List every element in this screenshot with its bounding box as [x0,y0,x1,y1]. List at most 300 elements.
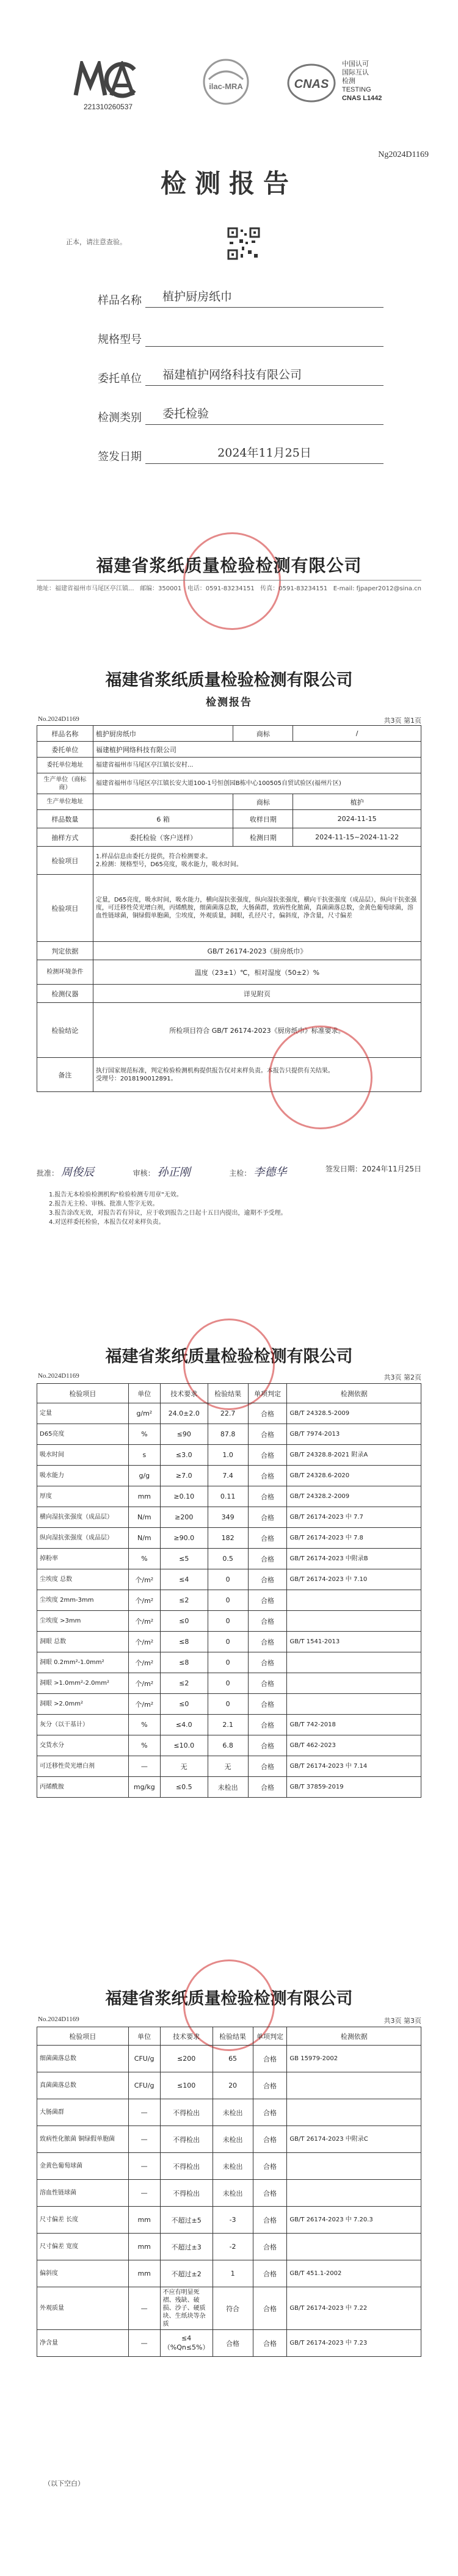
table-cell: ≥7.0 [160,1466,208,1486]
table-cell: 偏斜度 [37,2260,129,2287]
column-header: 检测依据 [287,2027,421,2046]
results-table-body [37,1403,421,1798]
table-cell: 0 [208,1673,248,1694]
table-cell: 净含量 [37,2330,129,2357]
table-cell: 合格 [253,2180,287,2207]
table-cell: s [128,1445,160,1466]
table-cell: 1 [213,2260,253,2287]
table-row [37,1424,421,1445]
signature-row [37,1163,421,1179]
table-cell: 洞眼 总数 [37,1632,129,1652]
table-cell: 合格 [253,2072,287,2099]
footer-fax: 传真：0591-83234151 [260,585,328,592]
table-cell: 不应有明显死褶、残缺、破损、沙子、硬质块、生纸块等杂质 [160,2287,213,2330]
table-cell: 6.8 [208,1735,248,1756]
page-number: 共3页 第3页 [383,2017,421,2025]
table-cell: 合格 [248,1424,287,1445]
table-cell: 可迁移性荧光增白剂 [37,1756,129,1777]
note-line: 2.报告无主检、审核、批准人签字无效。 [49,1201,159,1207]
table-cell: GB/T 26174-2023 中附录B [287,1549,421,1569]
field-model [78,308,383,347]
column-header: 技术要求 [160,2027,213,2046]
table-cell: 合格 [248,1777,287,1798]
page-number: 共3页 第1页 [383,717,421,725]
cell-label: 检测仪器 [37,985,93,1003]
table-cell: ≤0 [160,1611,208,1632]
table-cell: ≤90 [160,1424,208,1445]
table-cell: — [128,1756,160,1777]
table-cell: % [128,1549,160,1569]
cma-logo-icon [73,61,140,99]
column-header: 检验结果 [213,2027,253,2046]
cell-label: 委托单位地址 [37,758,93,773]
table-row [37,1735,421,1756]
cover-fields [78,269,383,464]
cert-logos [0,54,458,127]
table-row [37,1632,421,1652]
table-cell: GB/T 26174-2023 中 7.22 [287,2287,421,2330]
table-cell: GB/T 24328.8-2021 附录A [287,1445,421,1466]
table-cell: 未检出 [208,1777,248,1798]
table-cell: ≤200 [160,2046,213,2072]
table-cell [287,1694,421,1715]
table-cell: 尺寸偏差 长度 [37,2207,129,2234]
table-cell: 交货水分 [37,1735,129,1756]
table-cell [287,2072,421,2099]
table-cell: 合格 [248,1445,287,1466]
table-row [37,2260,421,2287]
table-cell: ≤5 [160,1549,208,1569]
column-header: 检验项目 [37,1384,129,1403]
table-cell: 1.0 [208,1445,248,1466]
cell-label: 判定依据 [37,942,93,960]
table-cell: 合格 [248,1507,287,1528]
table-cell: ≥0.10 [160,1486,208,1507]
cell-label: 商标 [233,794,293,810]
table-cell: GB/T 26174-2023 中 7.20.3 [287,2207,421,2234]
svg-text:CNAS: CNAS [294,78,329,91]
table-cell: 不得检出 [160,2099,213,2126]
table-cell: 灰分（以干基计） [37,1715,129,1735]
field-value: 委托检验 [145,404,383,425]
cnas-logo-icon [287,59,336,107]
table-cell: 合格 [248,1652,287,1673]
table-cell: 合格 [253,2234,287,2260]
cnas-line: TESTING [342,86,371,93]
table-cell: 0 [208,1694,248,1715]
column-header: 单位 [128,2027,160,2046]
table-cell: 不超过±5 [160,2207,213,2234]
table-row [37,1756,421,1777]
cell-label: 检测环境条件 [37,960,93,985]
table-cell: — [128,2330,160,2357]
table-cell: 合格 [253,2287,287,2330]
table-row [37,1466,421,1486]
table-cell: 合格 [253,2099,287,2126]
table-cell: 合格 [248,1715,287,1735]
table-cell: 24.0±2.0 [160,1403,208,1424]
page-report-number: No.2024D1169 [38,2016,79,2023]
table-cell [287,1590,421,1611]
table-cell: 横向湿抗张强度（成品层） [37,1507,129,1528]
table-cell: 个/m² [128,1632,160,1652]
cell-value: 福建省福州市马尾区亭江镇长安大道100-1号恒创园B栋中心100505自贸试验区(福州片区) [93,773,421,794]
table-row [37,1694,421,1715]
table-cell: 87.8 [208,1424,248,1445]
table-cell: 尘埃度 >3mm [37,1611,129,1632]
cell-value: 执行国家规范标准，判定检验检测机构提供报告仅对来样负责。本报告只提供有关结果。 受理号：2018190012891。 [93,1058,421,1092]
table-cell: GB/T 742-2018 [287,1715,421,1735]
table-cell: 0 [208,1611,248,1632]
table-cell: — [128,2126,160,2153]
table-cell: — [128,2153,160,2180]
table-cell: 未检出 [213,2180,253,2207]
column-header: 单项判定 [248,1384,287,1403]
field-sample-name [78,269,383,308]
table-cell: 合格 [253,2153,287,2180]
table-header-row [37,1384,421,1403]
page-subtitle: 检测报告 [206,696,252,709]
field-value [145,326,383,347]
field-test-type [78,386,383,425]
table-cell: 65 [213,2046,253,2072]
table-cell: 吸水能力 [37,1466,129,1486]
table-cell: 合格 [248,1673,287,1694]
table-cell: g/g [128,1466,160,1486]
table-row [37,1590,421,1611]
table-cell: % [128,1715,160,1735]
page-report-number: No.2024D1169 [38,1372,79,1380]
field-label: 签发日期 [98,450,142,463]
table-row [37,2234,421,2260]
summary-page [0,635,458,1294]
cell-value: 定量，D65亮度，吸水时间，吸水能力，横向湿抗张强度，纵向湿抗张强度，横向干抗张强度（成品层），纵向干抗张强度，可迁移性荧光增白剂，丙烯酰胺，细菌菌落总数，大肠菌群，致病性化脓菌，真菌菌落总数，金黄色葡萄球菌，溶血性链球菌，铜绿假单胞菌，尘埃度，外观质量，洞眼，孔径尺寸，偏斜度，净含量，尺寸偏差 [93,875,421,942]
table-cell: 0.5 [208,1549,248,1569]
table-cell: ≤8 [160,1652,208,1673]
table-header-row [37,2027,421,2046]
table-cell: ≤2 [160,1590,208,1611]
table-cell: mm [128,2234,160,2260]
table-cell: GB/T 24328.2-2009 [287,1486,421,1507]
table-cell: g/m² [128,1403,160,1424]
field-label: 检测类别 [98,411,142,424]
table-cell: 合格 [253,2330,287,2357]
table-cell: 20 [213,2072,253,2099]
note-line: 4.对送样委托检验，本报告仅对来样负责。 [49,1219,165,1226]
table-cell: 合格 [248,1486,287,1507]
note-line: 3.报告涂改无效，对报告若有异议，应于收到报告之日起十五日内提出，逾期不予受理。 [49,1210,287,1217]
organization-name: 福建省浆纸质量检验检测有限公司 [96,555,362,576]
table-cell: 合格 [253,2046,287,2072]
table-cell: 致病性化脓菌 铜绿假单胞菌 [37,2126,129,2153]
report-number: Ng2024D1169 [378,150,429,159]
table-cell: GB 15979-2002 [287,2046,421,2072]
cell-value: 详见附页 [93,985,421,1003]
table-cell: — [128,2099,160,2126]
table-cell: GB/T 7974-2013 [287,1424,421,1445]
cma-number: 221310260537 [83,103,133,111]
results-table-1 [37,1383,421,1798]
table-row [37,1673,421,1694]
table-row [37,1528,421,1549]
table-row [37,2072,421,2099]
table-cell: GB/T 1541-2013 [287,1632,421,1652]
table-cell: 合格 [248,1694,287,1715]
cnas-line: 国际互认 [342,69,369,76]
table-cell: GB/T 26174-2023 中 7.10 [287,1569,421,1590]
table-cell [287,1652,421,1673]
column-header: 单位 [128,1384,160,1403]
note-line: 1.报告无本检验检测机构"检验检测专用章"无效。 [49,1192,183,1198]
ilac-mra-logo-icon [202,57,250,106]
cell-label: 商标 [233,726,293,742]
field-value: 2024年11月25日 [145,443,383,464]
table-cell: 尘埃度 总数 [37,1569,129,1590]
signature-date: 签发日期：2024年11月25日 [325,1165,421,1173]
table-row [37,2330,421,2357]
table-cell: ≤10.0 [160,1735,208,1756]
table-cell: 个/m² [128,1611,160,1632]
table-cell: 0.11 [208,1486,248,1507]
table-cell: 不得检出 [160,2180,213,2207]
summary-table [37,725,421,1092]
table-cell: 合格 [253,2260,287,2287]
table-cell: 22.7 [208,1403,248,1424]
table-cell: ≤0 [160,1694,208,1715]
table-row [37,2287,421,2330]
cover-page [0,0,458,635]
table-cell: 不得检出 [160,2153,213,2180]
table-cell: CFU/g [128,2046,160,2072]
cell-label: 备注 [37,1058,93,1092]
table-cell: 不超过±3 [160,2234,213,2260]
table-cell: ≤2 [160,1673,208,1694]
cell-label: 检验项目 [37,875,93,942]
table-cell: N/m [128,1507,160,1528]
table-row [37,2126,421,2153]
table-cell: 合格 [248,1611,287,1632]
table-cell: 大肠菌群 [37,2099,129,2126]
table-cell: GB/T 24328.5-2009 [287,1403,421,1424]
table-cell [287,1611,421,1632]
signature-test: 主检： 李德华 [229,1166,287,1179]
field-client [78,347,383,386]
table-cell: GB/T 24328.6-2020 [287,1466,421,1486]
table-cell: 符合 [213,2287,253,2330]
table-cell: 2.1 [208,1715,248,1735]
cell-label: 生产单位（商标商） [37,773,93,794]
table-cell: 细菌菌落总数 [37,2046,129,2072]
table-cell: 合格 [248,1590,287,1611]
footer-email: E-mail: fjpaper2012@sina.cn [333,585,421,592]
table-cell: 尘埃度 2mm-3mm [37,1590,129,1611]
table-cell: 合格 [248,1756,287,1777]
table-cell: ≤100 [160,2072,213,2099]
table-cell: 合格 [248,1466,287,1486]
table-cell: 不得检出 [160,2126,213,2153]
cell-value: 2024-11-15 [293,810,421,828]
table-cell: 丙烯酰胺 [37,1777,129,1798]
page-org-title: 福建省浆纸质量检验检测有限公司 [105,1989,353,2008]
table-cell: D65亮度 [37,1424,129,1445]
table-cell: 合格 [248,1528,287,1549]
table-cell: % [128,1424,160,1445]
cell-label: 样品数量 [37,810,93,828]
table-cell: N/m [128,1528,160,1549]
table-cell: 定量 [37,1403,129,1424]
footer-address: 地址：福建省福州市马尾区亭江镇... [37,585,134,592]
table-cell: 合格 [248,1735,287,1756]
table-cell: 溶血性链球菌 [37,2180,129,2207]
cover-note: 正本，请注意查验。 [66,238,126,246]
table-cell: 洞眼 >1.0mm²-2.0mm² [37,1673,129,1694]
table-row [37,1715,421,1735]
cell-label: 生产单位地址 [37,794,93,810]
table-cell: 纵向湿抗张强度（成品层） [37,1528,129,1549]
table-cell: 合格 [248,1632,287,1652]
table-cell: -2 [213,2234,253,2260]
table-cell: 吸水时间 [37,1445,129,1466]
table-cell: 真菌菌落总数 [37,2072,129,2099]
table-cell: ≥200 [160,1507,208,1528]
table-cell: 不超过±2 [160,2260,213,2287]
table-cell: 无 [160,1756,208,1777]
column-header: 单项判定 [253,2027,287,2046]
signature-approve: 批准： 周俊辰 [37,1166,95,1179]
cell-value: 2024-11-15~2024-11-22 [293,828,421,847]
table-cell: — [128,2287,160,2330]
table-row [37,1569,421,1590]
table-cell [287,2099,421,2126]
svg-text:ilac-MRA: ilac-MRA [209,82,243,91]
page-org-title: 福建省浆纸质量检验检测有限公司 [105,1347,353,1366]
table-row [37,1611,421,1632]
table-cell: 合格 [213,2330,253,2357]
cell-label: 检测日期 [233,828,293,847]
page-report-number: No.2024D1169 [38,715,79,723]
field-value: 植护厨房纸巾 [145,287,383,308]
table-cell [287,2234,421,2260]
table-cell: 无 [208,1756,248,1777]
table-row [37,1777,421,1798]
table-cell: 合格 [248,1549,287,1569]
cell-value: 温度（23±1）℃，相对湿度（50±2）% [93,960,421,985]
results-page-1 [0,1294,458,1929]
table-row [37,2207,421,2234]
table-cell: 0 [208,1652,248,1673]
field-value: 福建植护网络科技有限公司 [145,365,383,386]
cell-value: GB/T 26174-2023《厨房纸巾》 [93,942,421,960]
cell-value: / [293,726,421,742]
footer-phone: 电话：0591-83234151 [187,585,255,592]
results-page-2 [0,1929,458,2576]
table-cell: 0 [208,1632,248,1652]
table-cell: CFU/g [128,2072,160,2099]
table-cell: mm [128,2260,160,2287]
table-cell: 厚度 [37,1486,129,1507]
table-cell: GB/T 37859-2019 [287,1777,421,1798]
field-label: 规格型号 [98,333,142,346]
table-cell: ≤3.0 [160,1445,208,1466]
table-cell: % [128,1735,160,1756]
table-cell: 个/m² [128,1590,160,1611]
table-cell: 金黄色葡萄球菌 [37,2153,129,2180]
table-cell: 外观质量 [37,2287,129,2330]
table-cell: 合格 [248,1403,287,1424]
table-cell: 个/m² [128,1673,160,1694]
table-cell: ≤8 [160,1632,208,1652]
table-cell: 洞眼 0.2mm²-1.0mm² [37,1652,129,1673]
table-row [37,2153,421,2180]
cell-label: 检验结论 [37,1003,93,1058]
table-cell: GB/T 26174-2023 中 7.14 [287,1756,421,1777]
table-cell [287,2153,421,2180]
signature-review: 审核： 孙正刚 [133,1166,191,1179]
table-row [37,2180,421,2207]
table-cell: -3 [213,2207,253,2234]
field-label: 委托单位 [98,372,142,385]
report-notes [49,1190,415,1227]
table-cell [287,2180,421,2207]
table-cell: GB/T 462-2023 [287,1735,421,1756]
cnas-line: CNAS L1442 [342,95,382,102]
footer-postcode: 邮编：350001 [140,585,182,592]
table-cell: ≤0.5 [160,1777,208,1798]
cell-value: 植护厨房纸巾 [93,726,233,742]
cell-value: 福建省福州市马尾区亭江镇长安村... [93,758,421,773]
cell-label: 检验项目 [37,847,93,875]
table-cell: 个/m² [128,1569,160,1590]
cell-value: 1.样品信息由委托方提供，符合检测要求。 2.检测：规格型号，D65亮度，吸水能力，吸水时间。 [93,847,421,875]
table-cell: 掉粉率 [37,1549,129,1569]
cell-label: 收样日期 [233,810,293,828]
table-cell: 0 [208,1590,248,1611]
table-cell: GB/T 26174-2023 中 7.8 [287,1528,421,1549]
table-cell: ≤4.0 [160,1715,208,1735]
table-cell: 个/m² [128,1694,160,1715]
table-cell: 洞眼 >2.0mm² [37,1694,129,1715]
results-table-body [37,2046,421,2357]
table-cell: 合格 [248,1569,287,1590]
cell-label: 委托单位 [37,742,93,758]
table-row [37,1652,421,1673]
table-cell: — [128,2180,160,2207]
column-header: 检验结果 [208,1384,248,1403]
table-cell: 合格 [253,2126,287,2153]
table-row [37,1403,421,1424]
page-number: 共3页 第2页 [383,1373,421,1381]
cell-label: 抽样方式 [37,828,93,847]
results-table-2 [37,2027,421,2357]
table-cell: mm [128,1486,160,1507]
page-org-title: 福建省浆纸质量检验检测有限公司 [105,671,353,690]
cell-value: 福建植护网络科技有限公司 [93,742,421,758]
table-cell: GB/T 451.1-2002 [287,2260,421,2287]
cell-value: 委托检验（客户送样） [93,828,233,847]
table-row [37,1549,421,1569]
table-row [37,2046,421,2072]
end-note: （以下空白） [44,2480,84,2487]
field-label: 样品名称 [98,294,142,307]
table-cell [287,1673,421,1694]
table-cell: 合格 [253,2207,287,2234]
qr-code-icon[interactable] [227,227,260,260]
table-cell: mg/kg [128,1777,160,1798]
cell-value: 6 箱 [93,810,233,828]
report-title: 检测报告 [160,168,297,198]
table-cell: 尺寸偏差 宽度 [37,2234,129,2260]
table-cell: 0 [208,1569,248,1590]
